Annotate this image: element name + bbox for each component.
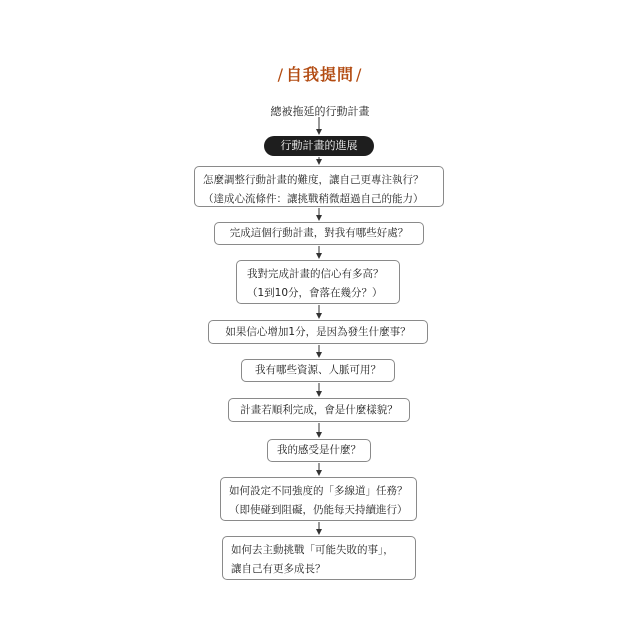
- progress-pill: 行動計畫的進展: [264, 136, 374, 156]
- step-box-2: [214, 222, 424, 245]
- step-box-7: [267, 439, 371, 462]
- step-9-line-1: 如何去主動挑戰「可能失敗的事」，: [231, 544, 394, 556]
- step-7-line-1: 我的感受是什麼？: [277, 444, 361, 456]
- step-3-line-2: （1到10分，會落在幾分？）: [247, 287, 383, 299]
- step-5-line-1: 我有哪些資源、人脈可用？: [255, 364, 381, 376]
- step-8-line-2: （即使碰到阻礙，仍能每天持續進行）: [229, 504, 408, 516]
- step-box-6: [228, 398, 410, 422]
- start-label: 總被拖延的行動計畫: [270, 105, 370, 118]
- diagram-title: / 自我提問 /: [277, 65, 363, 84]
- step-9-line-2: 讓自己有更多成長？: [231, 563, 326, 575]
- step-6-line-1: 計畫若順利完成，會是什麼樣貌？: [240, 404, 398, 416]
- step-2-line-1: 完成這個行動計畫，對我有哪些好處？: [229, 227, 409, 239]
- step-1-line-2: （達成心流條件：讓挑戰稍微超過自己的能力）: [203, 193, 424, 205]
- step-box-3: [236, 260, 400, 304]
- step-box-4: [208, 320, 428, 344]
- step-1-line-1: 怎麼調整行動計畫的難度，讓自己更專注執行？: [203, 174, 424, 186]
- step-box-8: [220, 477, 417, 521]
- step-8-line-1: 如何設定不同強度的「多線道」任務？: [229, 485, 408, 497]
- step-box-1: [194, 166, 444, 207]
- step-box-5: [241, 359, 395, 382]
- step-3-line-1: 我對完成計畫的信心有多高？: [247, 268, 384, 280]
- step-box-9: [222, 536, 416, 580]
- step-4-line-1: 如果信心增加1分，是因為發生什麼事？: [225, 326, 411, 338]
